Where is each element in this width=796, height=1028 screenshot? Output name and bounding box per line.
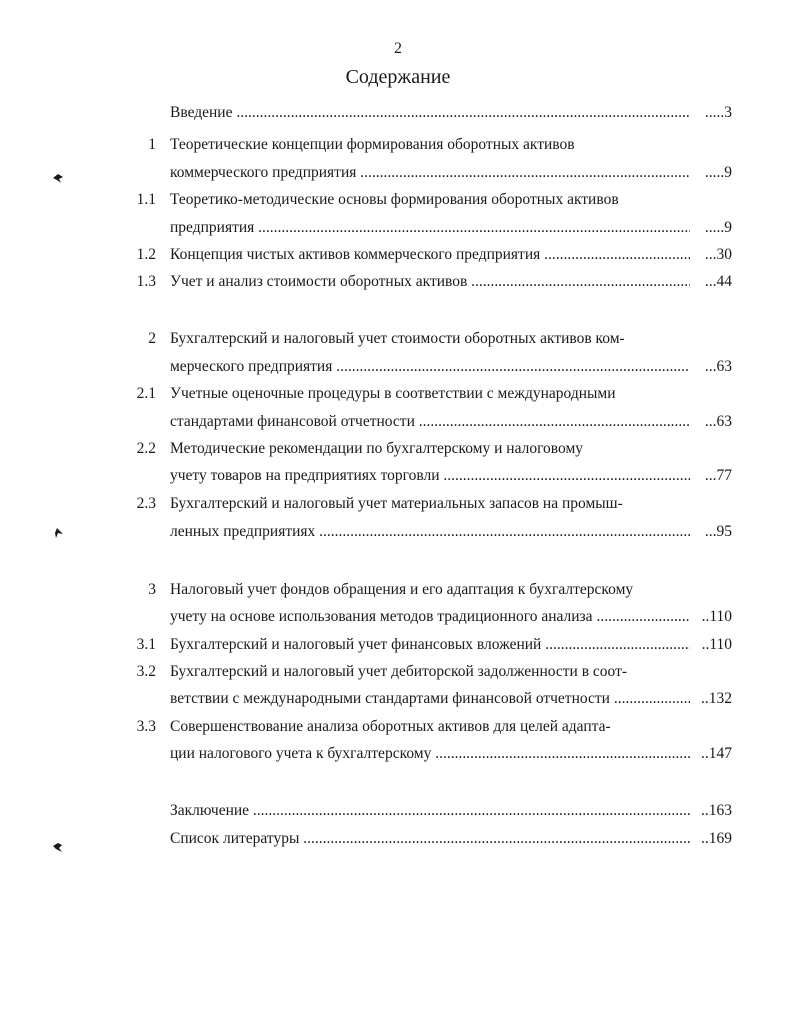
toc-entry — [0, 519, 796, 545]
toc-entry-title: Налоговый учет фондов обращения и его адаптация к бухгалтерскому — [170, 581, 634, 598]
toc-entry-page: ...44 — [704, 273, 732, 290]
toc-entry-page: .....9 — [704, 219, 732, 236]
toc-entry-page: .....9 — [704, 164, 732, 181]
toc-entry-title: Концепция чистых активов коммерческого предприятия ..... — [170, 242, 690, 268]
toc-entry-number: 1.1 — [136, 191, 156, 208]
toc-entry-title: коммерческого предприятия ..... — [170, 160, 690, 186]
toc-entry-title: Учет и анализ стоимости оборотных активов ..... — [170, 269, 690, 295]
toc-entry — [0, 632, 796, 658]
toc-entry-title: Введение ..... — [170, 100, 690, 126]
toc-entry-title: ленных предприятиях ..... — [170, 519, 690, 545]
toc-entry — [0, 269, 796, 295]
toc-entry — [0, 160, 796, 186]
toc-entry — [0, 741, 796, 767]
toc-entry-title: Бухгалтерский и налоговый учет дебиторской задолженности в соот- — [170, 663, 628, 680]
toc-entry-title: Совершенствование анализа оборотных активов для целей адапта- — [170, 718, 611, 735]
toc-entry-title: учету товаров на предприятиях торговли ..... — [170, 463, 690, 489]
toc-entry-number: 1.3 — [136, 273, 156, 290]
toc-entry-number: 1.2 — [136, 246, 156, 263]
toc-entry-number: 2.3 — [136, 495, 156, 512]
toc-entry — [0, 354, 796, 380]
toc-entry-title: ветствии с международными стандартами финансовой отчетности ..... — [170, 686, 690, 712]
toc-entry-page: ..169 — [701, 830, 732, 847]
toc-entry — [0, 604, 796, 630]
toc-entry — [0, 215, 796, 241]
toc-entry-page: ..110 — [701, 608, 732, 625]
toc-entry — [0, 826, 796, 852]
toc-entry-title: Список литературы ..... — [170, 826, 690, 852]
scan-mark-icon — [52, 172, 64, 184]
toc-entry-title: учету на основе использования методов традиционного анализа ..... — [170, 604, 690, 630]
toc-entry-page: ...95 — [704, 523, 732, 540]
toc-entry-title: Учетные оценочные процедуры в соответствии с международными — [170, 385, 616, 402]
toc-entry-title: стандартами финансовой отчетности ..... — [170, 409, 690, 435]
toc-entry-title: Заключение ..... — [170, 798, 690, 824]
toc-entry — [0, 659, 796, 685]
toc-entry-page: ..132 — [701, 690, 732, 707]
toc-entry-title: Бухгалтерский и налоговый учет материальных запасов на промыш- — [170, 495, 623, 512]
toc-entry — [0, 463, 796, 489]
toc-entry-number: 1 — [148, 136, 156, 153]
toc-entry — [0, 491, 796, 517]
toc-entry-page: ..110 — [701, 636, 732, 653]
toc-entry-number: 3.2 — [136, 663, 156, 680]
toc-entry-page: ..163 — [701, 802, 732, 819]
scan-mark-icon — [52, 841, 64, 853]
toc-entry-title: Методические рекомендации по бухгалтерскому и налоговому — [170, 440, 584, 457]
toc-entry — [0, 132, 796, 158]
toc-entry — [0, 187, 796, 213]
toc-entry-title: предприятия ..... — [170, 215, 690, 241]
toc-entry-page: ...30 — [704, 246, 732, 263]
toc-entry-number: 2 — [148, 330, 156, 347]
scan-mark-icon — [52, 527, 64, 539]
page-title: Содержание — [345, 66, 451, 88]
toc-entry-page: ..147 — [701, 745, 732, 762]
toc-entry-title: мерческого предприятия ..... — [170, 354, 690, 380]
toc-entry — [0, 714, 796, 740]
toc-entry-number: 2.1 — [136, 385, 156, 402]
toc-entry — [0, 409, 796, 435]
toc-entry-title: Бухгалтерский и налоговый учет стоимости оборотных активов ком- — [170, 330, 625, 347]
toc-entry-number: 3 — [148, 581, 156, 598]
toc-entry-title: Теоретико-методические основы формирования оборотных активов — [170, 191, 619, 208]
toc-entry-page: ...63 — [704, 413, 732, 430]
toc-entry — [0, 326, 796, 352]
toc-entry-page: .....3 — [704, 104, 732, 121]
toc-entry — [0, 686, 796, 712]
toc-entry — [0, 436, 796, 462]
toc-entry — [0, 100, 796, 126]
toc-entry-number: 3.3 — [136, 718, 156, 735]
toc-entry — [0, 798, 796, 824]
toc-entry-number: 2.2 — [136, 440, 156, 457]
toc-entry-page: ...77 — [704, 467, 732, 484]
toc-entry — [0, 577, 796, 603]
toc-entry-number: 3.1 — [136, 636, 156, 653]
toc-entry-title: ции налогового учета к бухгалтерскому ..... — [170, 741, 690, 767]
page-number: 2 — [394, 40, 402, 57]
toc-entry — [0, 242, 796, 268]
toc-entry-title: Теоретические концепции формирования оборотных активов — [170, 136, 575, 153]
toc-entry — [0, 381, 796, 407]
toc-entry-title: Бухгалтерский и налоговый учет финансовых вложений ..... — [170, 632, 690, 658]
toc-entry-page: ...63 — [704, 358, 732, 375]
